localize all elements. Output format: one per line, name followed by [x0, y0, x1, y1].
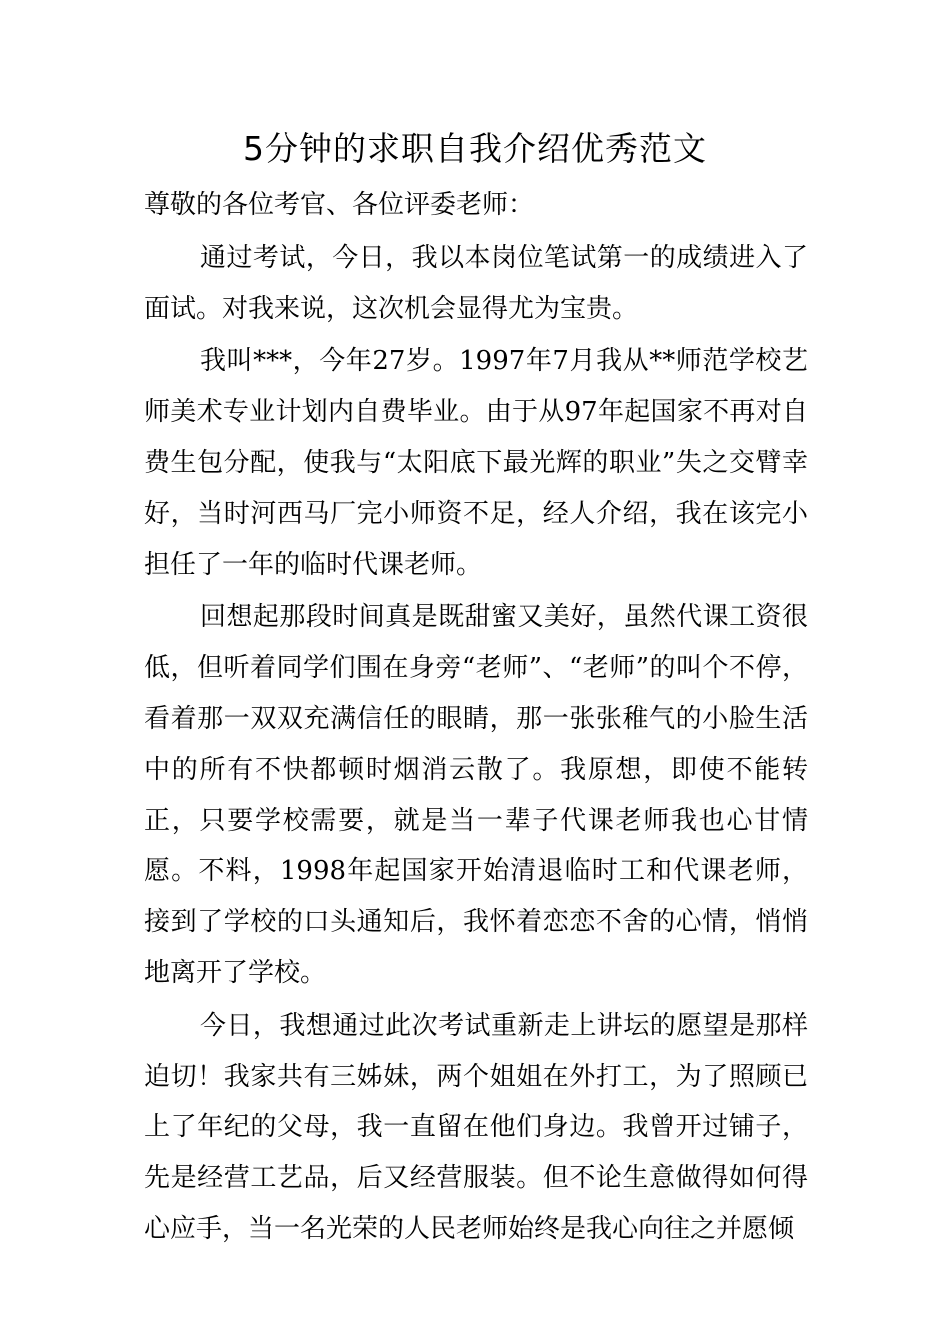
paragraph: 今日，我想通过此次考试重新走上讲坛的愿望是那样迫切！我家共有三姊妹，两个姐姐在外打工，为了照顾已上了年纪的父母，我一直留在他们身边。我曾开过铺子，先是经营工艺品，后又经营服装。但不论生意做得如何得心应手，当一名光荣的人民老师始终是我心向往之并愿倾 [144, 1010, 808, 1244]
paragraph: 通过考试，今日，我以本岗位笔试第一的成绩进入了面试。对我来说，这次机会显得尤为宝贵。 [144, 242, 808, 324]
document-body [144, 180, 808, 1257]
paragraph: 我叫***，今年27岁。1997年7月我从**师范学校艺师美术专业计划内自费毕业。由于从97年起国家不再对自费生包分配，使我与“太阳底下最光辉的职业”失之交臂幸好，当时河西马厂完小师资不足，经人介绍，我在该完小担任了一年的临时代课老师。 [144, 346, 808, 580]
paragraph: 回想起那段时间真是既甜蜜又美好，虽然代课工资很低，但听着同学们围在身旁“老师”、“老师”的叫个不停，看着那一双双充满信任的眼睛，那一张张稚气的小脸生活中的所有不快都顿时烟消云散了。我原想，即使不能转正，只要学校需要，就是当一辈子代课老师我也心甘情愿。不料，1998年起国家开始清退临时工和代课老师，接到了学校的口头通知后，我怀着恋恋不舍的心情，悄悄地离开了学校。 [144, 602, 808, 988]
document-title: 5分钟的求职自我介绍优秀范文 [243, 129, 707, 168]
salutation: 尊敬的各位考官、各位评委老师： [144, 190, 535, 220]
